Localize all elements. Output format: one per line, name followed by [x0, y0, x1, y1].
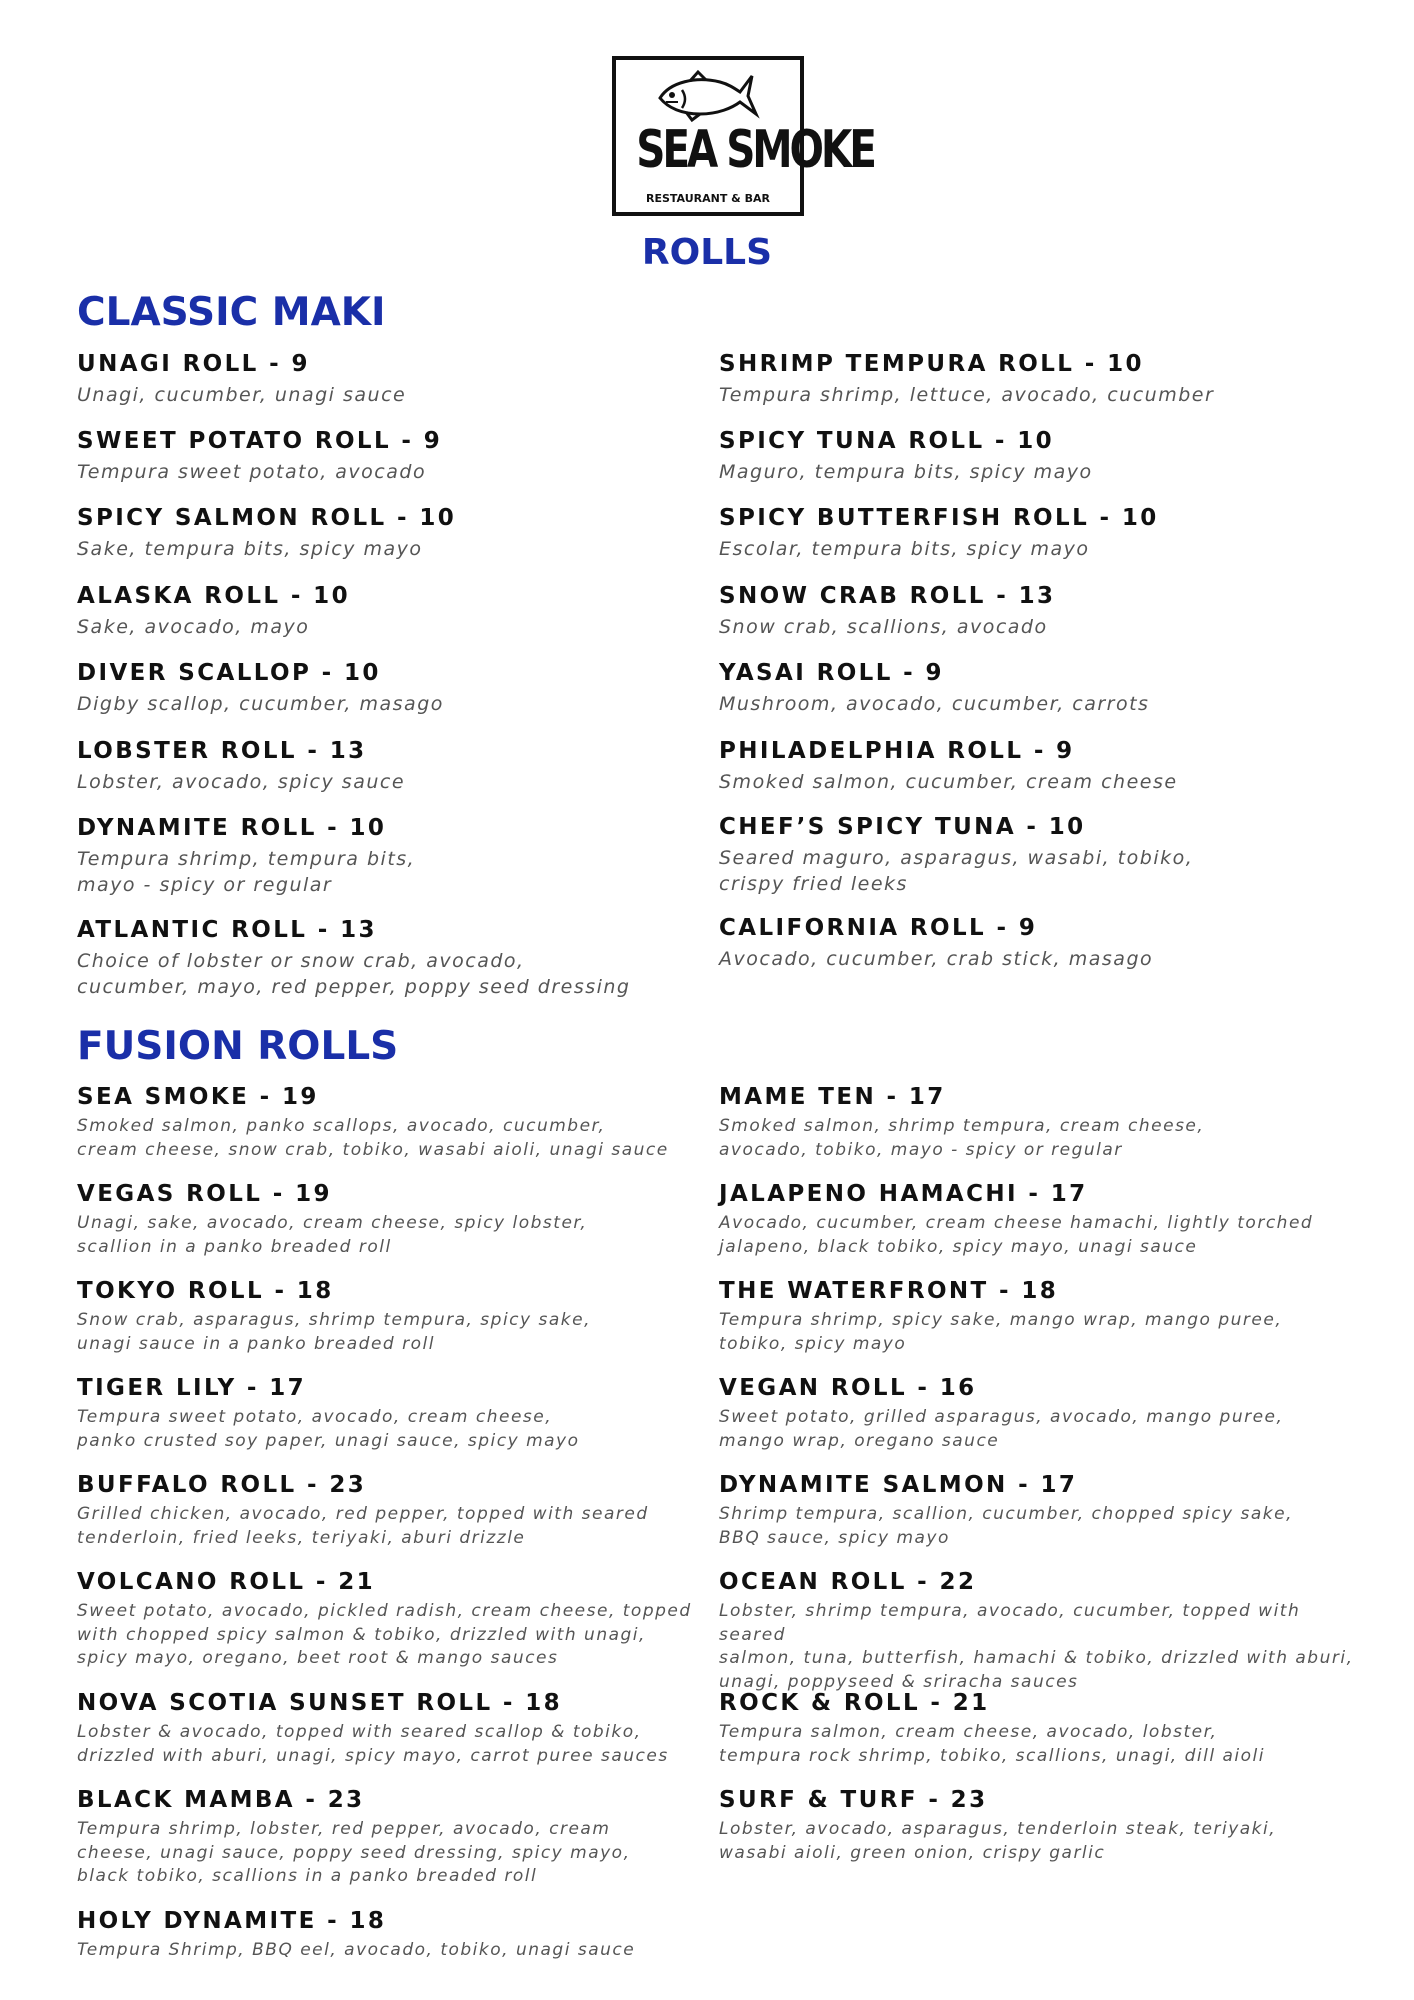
menu-item-description: Smoked salmon, cucumber, cream cheese [719, 771, 1178, 793]
menu-item-name: SPICY SALMON ROLL - 10 [77, 505, 457, 531]
menu-item [719, 1689, 1359, 1768]
menu-item-description: Maguro, tempura bits, spicy mayo [719, 461, 1093, 483]
menu-item [77, 427, 717, 485]
menu-item [77, 1471, 717, 1550]
menu-item-description: Snow crab, scallions, avocado [719, 616, 1048, 638]
menu-item [77, 814, 717, 898]
menu-item-name: BUFFALO ROLL - 23 [77, 1472, 367, 1498]
menu-item [77, 659, 717, 717]
menu-item-description: Tempura shrimp, spicy sake, mango wrap, mango puree, tobiko, spicy mayo [719, 1310, 1283, 1354]
menu-item [719, 1568, 1359, 1694]
menu-item-description: Lobster, avocado, spicy sauce [77, 771, 406, 793]
menu-item-name: TOKYO ROLL - 18 [77, 1278, 334, 1304]
menu-item-description: Sake, avocado, mayo [77, 616, 310, 638]
menu-item-description: Escolar, tempura bits, spicy mayo [719, 538, 1090, 560]
menu-item [719, 504, 1359, 562]
menu-item-name: SWEET POTATO ROLL - 9 [77, 428, 443, 454]
menu-item-description: Lobster & avocado, topped with seared scallop & tobiko, drizzled with aburi, unagi, spicy mayo, carrot puree sauces [77, 1722, 669, 1766]
menu-item-description: Lobster, shrimp tempura, avocado, cucumber, topped with seared salmon, tuna, butterfish, hamachi & tobiko, drizzled with aburi, unagi, poppyseed & sriracha sauces [719, 1601, 1354, 1692]
menu-item [77, 737, 717, 795]
menu-item-description: Avocado, cucumber, cream cheese hamachi, lightly torched jalapeno, black tobiko, spicy mayo, unagi sauce [719, 1213, 1314, 1257]
menu-item-name: CHEF’S SPICY TUNA - 10 [719, 814, 1086, 840]
menu-item-description: Sweet potato, grilled asparagus, avocado, mango puree, mango wrap, oregano sauce [719, 1407, 1284, 1451]
menu-item [719, 813, 1359, 897]
menu-item-description: Avocado, cucumber, crab stick, masago [719, 948, 1154, 970]
menu-item-description: Shrimp tempura, scallion, cucumber, chopped spicy sake, BBQ sauce, spicy mayo [719, 1504, 1293, 1548]
menu-item-description: Tempura Shrimp, BBQ eel, avocado, tobiko, unagi sauce [77, 1940, 636, 1960]
menu-item-description: Unagi, sake, avocado, cream cheese, spicy lobster, scallion in a panko breaded roll [77, 1213, 588, 1257]
menu-item [77, 1374, 717, 1453]
menu-item-name: VOLCANO ROLL - 21 [77, 1569, 376, 1595]
logo-subtitle: RESTAURANT & BAR [646, 192, 770, 205]
menu-item [77, 1568, 717, 1671]
menu-item [77, 1786, 717, 1889]
menu-item [719, 659, 1359, 717]
menu-item-name: LOBSTER ROLL - 13 [77, 738, 367, 764]
menu-item-description: Sake, tempura bits, spicy mayo [77, 538, 423, 560]
menu-item-description: Lobster, avocado, asparagus, tenderloin steak, teriyaki, wasabi aioli, green onion, crispy garlic [719, 1819, 1277, 1863]
menu-item-name: SURF & TURF - 23 [719, 1787, 988, 1813]
menu-item-name: NOVA SCOTIA SUNSET ROLL - 18 [77, 1690, 563, 1716]
menu-item-name: SPICY TUNA ROLL - 10 [719, 428, 1055, 454]
menu-item-name: OCEAN ROLL - 22 [719, 1569, 977, 1595]
menu-item-description: Sweet potato, avocado, pickled radish, cream cheese, topped with chopped spicy salmon & tobiko, drizzled with unagi, spicy mayo, oregano, beet root & mango sauces [77, 1601, 692, 1668]
menu-item-name: UNAGI ROLL - 9 [77, 351, 310, 377]
menu-item [77, 504, 717, 562]
menu-item-name: CALIFORNIA ROLL - 9 [719, 915, 1038, 941]
menu-item-description: Smoked salmon, panko scallops, avocado, cucumber, cream cheese, snow crab, tobiko, wasabi aioli, unagi sauce [77, 1116, 669, 1160]
menu-item-name: SPICY BUTTERFISH ROLL - 10 [719, 505, 1159, 531]
menu-item-description: Unagi, cucumber, unagi sauce [77, 384, 407, 406]
menu-item [719, 1083, 1359, 1162]
tuna-fish-icon [656, 68, 762, 124]
menu-item-name: VEGAS ROLL - 19 [77, 1181, 332, 1207]
menu-item-description: Snow crab, asparagus, shrimp tempura, spicy sake, unagi sauce in a panko breaded roll [77, 1310, 591, 1354]
menu-item [77, 1689, 717, 1768]
menu-item [719, 350, 1359, 408]
menu-item-description: Mushroom, avocado, cucumber, carrots [719, 693, 1150, 715]
menu-item-description: Tempura shrimp, lettuce, avocado, cucumber [719, 384, 1215, 406]
menu-item [719, 1374, 1359, 1453]
section-title-fusion-rolls: FUSION ROLLS [77, 1024, 399, 1069]
menu-item-name: ALASKA ROLL - 10 [77, 583, 350, 609]
menu-item-description: Tempura sweet potato, avocado [77, 461, 427, 483]
menu-item-name: VEGAN ROLL - 16 [719, 1375, 977, 1401]
menu-item-name: PHILADELPHIA ROLL - 9 [719, 738, 1075, 764]
menu-item [719, 737, 1359, 795]
menu-item [77, 1180, 717, 1259]
menu-item-name: HOLY DYNAMITE - 18 [77, 1908, 387, 1934]
menu-item-name: DIVER SCALLOP - 10 [77, 660, 381, 686]
menu-item-name: JALAPENO HAMACHI - 17 [719, 1181, 1088, 1207]
logo-name: SEA SMOKE [636, 120, 874, 180]
menu-item-name: BLACK MAMBA - 23 [77, 1787, 365, 1813]
menu-item-description: Choice of lobster or snow crab, avocado, cucumber, mayo, red pepper, poppy seed dressing [77, 950, 631, 998]
menu-item [77, 1907, 717, 1963]
menu-item-name: ATLANTIC ROLL - 13 [77, 917, 377, 943]
menu-item-description: Grilled chicken, avocado, red pepper, topped with seared tenderloin, fried leeks, teriyaki, aburi drizzle [77, 1504, 649, 1548]
menu-item [77, 350, 717, 408]
menu-item [719, 914, 1359, 972]
menu-item-description: Tempura sweet potato, avocado, cream cheese, panko crusted soy paper, unagi sauce, spicy mayo [77, 1407, 580, 1451]
menu-item [719, 582, 1359, 640]
menu-item [77, 1083, 717, 1162]
menu-item-description: Seared maguro, asparagus, wasabi, tobiko, crispy fried leeks [719, 847, 1194, 895]
menu-item-name: MAME TEN - 17 [719, 1084, 946, 1110]
menu-item [77, 916, 717, 1000]
menu-item-name: DYNAMITE SALMON - 17 [719, 1472, 1078, 1498]
menu-item [77, 1277, 717, 1356]
menu-item-name: YASAI ROLL - 9 [719, 660, 944, 686]
menu-item-name: SEA SMOKE - 19 [77, 1084, 319, 1110]
menu-item [719, 1180, 1359, 1259]
menu-item-name: DYNAMITE ROLL - 10 [77, 815, 387, 841]
menu-item-name: TIGER LILY - 17 [77, 1375, 307, 1401]
menu-item-description: Tempura shrimp, lobster, red pepper, avocado, cream cheese, unagi sauce, poppy seed dressing, spicy mayo, black tobiko, scallions in a panko breaded roll [77, 1819, 631, 1886]
menu-item [719, 1471, 1359, 1550]
section-title-classic-maki: CLASSIC MAKI [77, 290, 386, 335]
menu-item-description: Tempura salmon, cream cheese, avocado, lobster, tempura rock shrimp, tobiko, scallions, unagi, dill aioli [719, 1722, 1265, 1766]
menu-item [77, 582, 717, 640]
menu-item-name: ROCK & ROLL - 21 [719, 1690, 990, 1716]
menu-item [719, 427, 1359, 485]
menu-item [719, 1277, 1359, 1356]
menu-item [719, 1786, 1359, 1865]
logo [612, 56, 874, 216]
menu-item-description: Tempura shrimp, tempura bits, mayo - spicy or regular [77, 848, 416, 896]
menu-item-name: THE WATERFRONT - 18 [719, 1278, 1059, 1304]
menu-item-name: SHRIMP TEMPURA ROLL - 10 [719, 351, 1144, 377]
menu-item-description: Smoked salmon, shrimp tempura, cream cheese, avocado, tobiko, mayo - spicy or regular [719, 1116, 1205, 1160]
page-title: ROLLS [641, 232, 773, 273]
menu-item-description: Digby scallop, cucumber, masago [77, 693, 444, 715]
menu-item-name: SNOW CRAB ROLL - 13 [719, 583, 1056, 609]
